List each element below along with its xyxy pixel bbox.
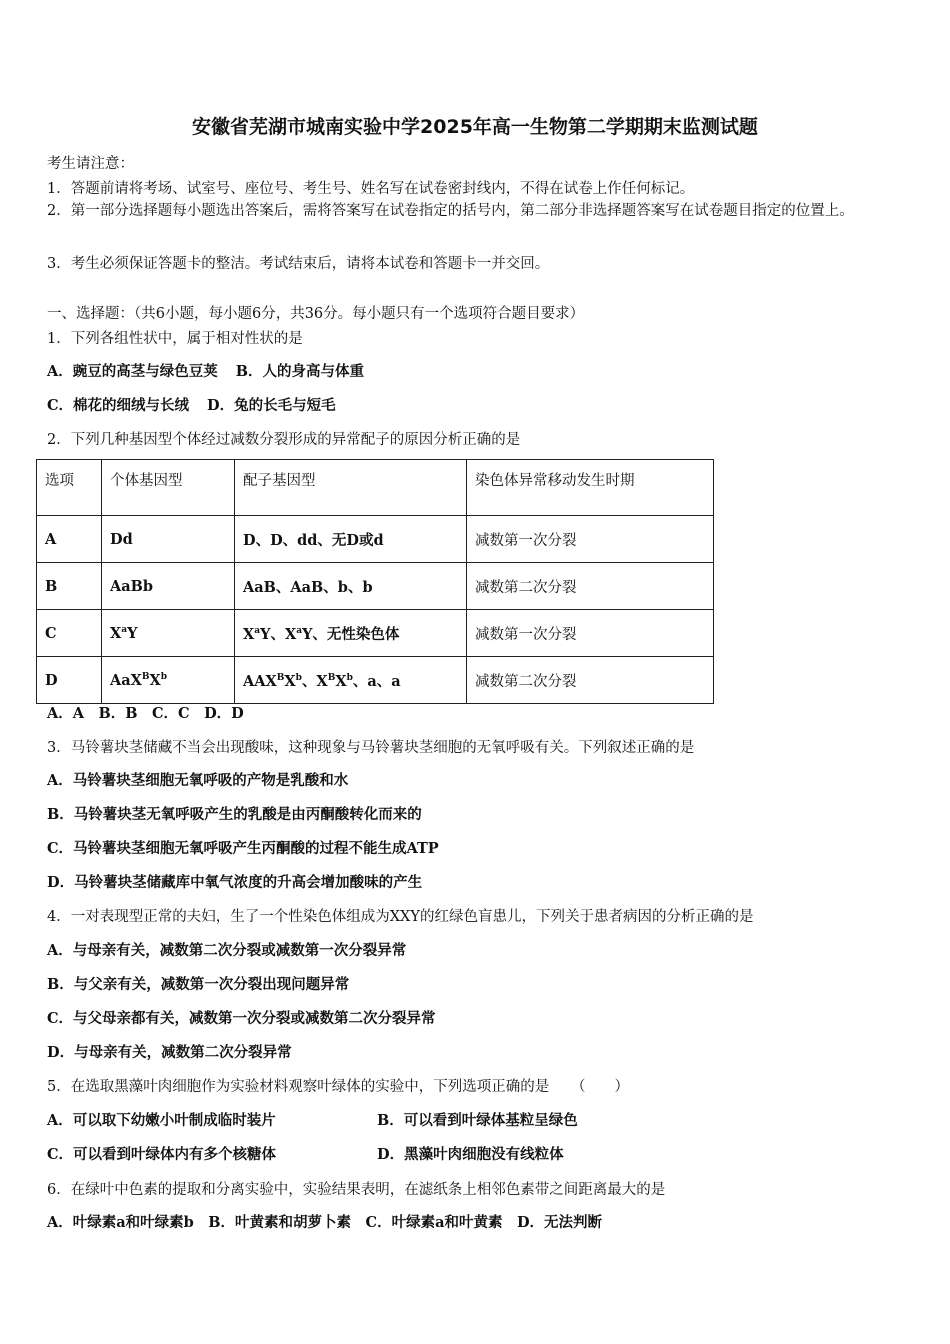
q4-option-b: B．与父亲有关，减数第一次分裂出现问题异常 — [47, 976, 350, 993]
q3-option-b: B．马铃薯块茎无氧呼吸产生的乳酸是由丙酮酸转化而来的 — [47, 806, 422, 823]
q6-options: A．叶绿素a和叶绿素b B．叶黄素和胡萝卜素 C．叶绿素a和叶黄素 D．无法判断 — [47, 1214, 603, 1231]
row-individual: AaBb — [102, 563, 235, 610]
q2-table — [36, 459, 714, 704]
q4-option-a: A．与母亲有关，减数第二次分裂或减数第一次分裂异常 — [47, 942, 407, 959]
table-row — [37, 610, 714, 657]
q5-option-a: A．可以取下幼嫩小叶制成临时装片 — [47, 1112, 276, 1129]
row-period: 减数第二次分裂 — [467, 563, 714, 610]
q2-stem: 2．下列几种基因型个体经过减数分裂形成的异常配子的原因分析正确的是 — [47, 432, 521, 448]
row-option: C — [37, 610, 102, 657]
q4-stem: 4．一对表现型正常的夫妇，生了一个性染色体组成为XXY的红绿色盲患儿，下列关于患者病因的分析正确的是 — [47, 909, 754, 925]
row-individual: Dd — [102, 516, 235, 563]
q1-options-cd — [47, 394, 336, 415]
row-gamete: $AAX^BX^b$、$X^BX^b$、a、a — [235, 657, 467, 704]
q4-option-c: C．与父母亲都有关，减数第一次分裂或减数第二次分裂异常 — [47, 1010, 436, 1027]
q1-option-d: D．兔的长毛与短毛 — [207, 397, 336, 414]
notice-heading: 考生请注意： — [47, 156, 134, 172]
q1-stem: 1．下列各组性状中，属于相对性状的是 — [47, 331, 303, 347]
notice-item-2: 2．第一部分选择题每小题选出答案后，需将答案写在试卷指定的括号内，第二部分非选择题答案写在试卷题目指定的位置上。 — [47, 203, 854, 219]
table-row — [37, 516, 714, 563]
q3-option-a: A．马铃薯块茎细胞无氧呼吸的产物是乳酸和水 — [47, 772, 349, 789]
q1-option-c: C．棉花的细绒与长绒 — [47, 397, 190, 414]
row-gamete: AaB、AaB、b、b — [235, 563, 467, 610]
table-row — [37, 563, 714, 610]
header-gamete-genotype: 配子基因型 — [235, 460, 467, 516]
q5-option-b: B．可以看到叶绿体基粒呈绿色 — [377, 1112, 578, 1129]
q6-stem: 6．在绿叶中色素的提取和分离实验中，实验结果表明，在滤纸条上相邻色素带之间距离最大的是 — [47, 1182, 666, 1198]
q1-option-a: A．豌豆的高茎与绿色豆荚 — [47, 363, 218, 380]
row-period: 减数第一次分裂 — [467, 610, 714, 657]
row-option: A — [37, 516, 102, 563]
row-period: 减数第二次分裂 — [467, 657, 714, 704]
row-individual: $AaX^BX^b$ — [102, 657, 235, 704]
q4-option-d: D．与母亲有关，减数第二次分裂异常 — [47, 1044, 292, 1061]
table-header-row — [37, 460, 714, 516]
row-gamete: $X^aY$、$X^aY$、无性染色体 — [235, 610, 467, 657]
notice-item-3: 3．考生必须保证答题卡的整洁。考试结束后，请将本试卷和答题卡一并交回。 — [47, 256, 550, 272]
q3-stem: 3．马铃薯块茎储藏不当会出现酸味，这种现象与马铃薯块茎细胞的无氧呼吸有关。下列叙述正确的是 — [47, 740, 695, 756]
row-gamete: D、D、dd、无D或d — [235, 516, 467, 563]
header-period: 染色体异常移动发生时期 — [467, 460, 714, 516]
header-individual-genotype: 个体基因型 — [102, 460, 235, 516]
q5-stem: 5．在选取黑藻叶肉细胞作为实验材料观察叶绿体的实验中，下列选项正确的是 （ ） — [47, 1079, 629, 1095]
q2-answer-options: A．A B．B C．C D．D — [47, 705, 244, 722]
row-individual: $X^aY$ — [102, 610, 235, 657]
row-option: B — [37, 563, 102, 610]
q3-option-c: C．马铃薯块茎细胞无氧呼吸产生丙酮酸的过程不能生成ATP — [47, 840, 439, 857]
q1-options-ab — [47, 360, 364, 381]
section-heading: 一、选择题：（共6小题，每小题6分，共36分。每小题只有一个选项符合题目要求） — [47, 306, 585, 322]
row-option: D — [37, 657, 102, 704]
table-row — [37, 657, 714, 704]
q1-option-b: B．人的身高与体重 — [235, 363, 365, 380]
page-title: 安徽省芜湖市城南实验中学2025年高一生物第二学期期末监测试题 — [192, 116, 758, 138]
header-option: 选项 — [37, 460, 102, 516]
q5-option-c: C．可以看到叶绿体内有多个核糖体 — [47, 1146, 277, 1163]
row-period: 减数第一次分裂 — [467, 516, 714, 563]
notice-item-1: 1．答题前请将考场、试室号、座位号、考生号、姓名写在试卷密封线内，不得在试卷上作任何标记。 — [47, 181, 695, 197]
q5-option-d: D．黑藻叶肉细胞没有线粒体 — [377, 1146, 564, 1163]
q3-option-d: D．马铃薯块茎储藏库中氧气浓度的升高会增加酸味的产生 — [47, 874, 423, 891]
